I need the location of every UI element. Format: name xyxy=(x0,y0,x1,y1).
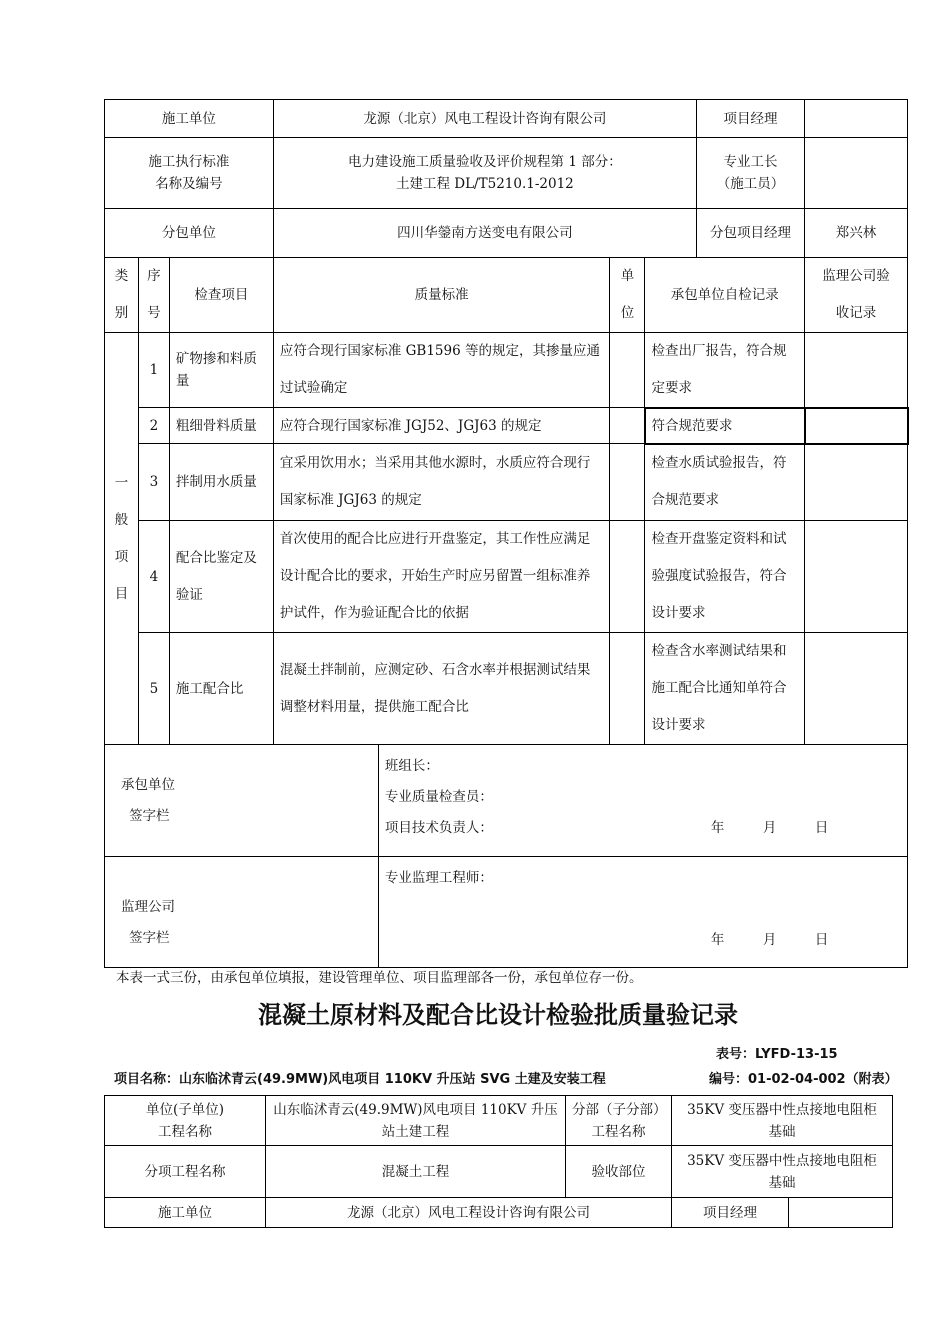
row-supervisor[interactable] xyxy=(805,444,908,521)
sub-manager-value: 郑兴林 xyxy=(805,209,908,258)
header-standard: 质量标准 xyxy=(273,258,610,333)
row-self-check: 符合规范要求 xyxy=(645,408,805,444)
standard-label-line1: 施工执行标准 xyxy=(148,154,230,170)
header-category xyxy=(105,258,139,333)
unit-project-value-2: 站土建工程 xyxy=(381,1123,450,1140)
foreman-label xyxy=(696,138,804,209)
quality-inspector-line: 专业质量检查员： xyxy=(384,789,493,805)
header-category-1: 类 xyxy=(114,268,129,284)
row-item: 矿物掺和料质量 xyxy=(169,333,273,408)
division-label-1: 分部（子分部） xyxy=(572,1101,667,1118)
project-manager-label: 项目经理 xyxy=(696,100,804,138)
row-unit[interactable] xyxy=(610,633,645,745)
builder-manager-value[interactable] xyxy=(789,1198,893,1228)
category-char-1: 一 xyxy=(114,474,129,491)
header-seq-2: 号 xyxy=(147,305,161,321)
builder-label: 施工单位 xyxy=(105,1198,266,1228)
header-supervisor-2: 收记录 xyxy=(835,305,877,321)
row-self-check: 检查水质试验报告，符合规范要求 xyxy=(645,444,805,521)
row-item: 配合比鉴定及验证 xyxy=(169,521,273,633)
project-name: 项目名称：山东临沭青云(49.9MW)风电项目 110KV 升压站 SVG 土建及安装工程 xyxy=(114,1072,606,1087)
header-unit-1: 单 xyxy=(620,268,635,284)
row-no: 3 xyxy=(138,444,169,521)
form-number: 表号：LYFD-13-15 xyxy=(716,1047,838,1062)
row-self-check: 检查开盘鉴定资料和试验强度试验报告，符合设计要求 xyxy=(645,521,805,633)
code-number: 编号：01-02-04-002（附表） xyxy=(709,1072,898,1087)
supervisor-sign-label-2: 签字栏 xyxy=(129,930,170,946)
tech-lead-line: 项目技术负责人： xyxy=(384,820,493,836)
foreman-value[interactable] xyxy=(805,138,908,209)
form-title: 混凝土原材料及配合比设计检验批质量验记录 xyxy=(258,1001,738,1029)
date-year: 年 xyxy=(710,932,725,948)
standard-value-line2: 土建工程 DL/T5210.1-2012 xyxy=(395,176,574,192)
row-item: 拌制用水质量 xyxy=(169,444,273,521)
unit-project-value-1: 山东临沭青云(49.9MW)风电项目 110KV 升压 xyxy=(273,1101,558,1118)
standard-label-line2: 名称及编号 xyxy=(155,176,223,192)
standard-value xyxy=(273,138,696,209)
row-unit[interactable] xyxy=(610,333,645,408)
contractor-sign-label-2: 签字栏 xyxy=(129,807,170,824)
tech-lead-row xyxy=(385,813,901,844)
row-standard: 应符合现行国家标准 GB1596 等的规定，其掺量应通过试验确定 xyxy=(273,333,610,408)
row-standard: 首次使用的配合比应进行开盘鉴定，其工作性应满足设计配合比的要求，开始生产时应另留置一组标准养护试件，作为验证配合比的依据 xyxy=(273,521,610,633)
sub-item-label: 分项工程名称 xyxy=(105,1146,266,1198)
date-day: 日 xyxy=(814,932,829,948)
supervisor-date-row xyxy=(385,925,901,956)
row-item: 粗细骨料质量 xyxy=(169,408,273,444)
inspection-record-table xyxy=(104,99,908,968)
acceptance-part-value-1: 35KV 变压器中性点接地电阻柜 xyxy=(687,1152,877,1169)
foreman-label-line1: 专业工长 xyxy=(723,154,778,170)
division-value-1: 35KV 变压器中性点接地电阻柜 xyxy=(687,1101,877,1118)
acceptance-part-label: 验收部位 xyxy=(566,1146,672,1198)
date-month: 月 xyxy=(762,932,777,948)
row-no: 1 xyxy=(138,333,169,408)
row-no: 2 xyxy=(138,408,169,444)
standard-label xyxy=(105,138,274,209)
project-info-table xyxy=(104,1095,893,1228)
supervisor-sign-area[interactable] xyxy=(378,857,907,968)
project-manager-value[interactable] xyxy=(805,100,908,138)
sub-item-value: 混凝土工程 xyxy=(266,1146,566,1198)
supervisor-sign-label xyxy=(105,857,379,968)
construction-unit-value: 龙源（北京）风电工程设计咨询有限公司 xyxy=(273,100,696,138)
row-supervisor[interactable] xyxy=(805,408,908,444)
header-seq-1: 序 xyxy=(147,268,161,284)
supervisor-sign-label-1: 监理公司 xyxy=(121,899,175,915)
division-label xyxy=(566,1096,672,1146)
division-label-2: 工程名称 xyxy=(591,1123,646,1140)
row-unit[interactable] xyxy=(610,444,645,521)
row-standard: 混凝土拌制前，应测定砂、石含水率并根据测试结果调整材料用量，提供施工配合比 xyxy=(273,633,610,745)
row-supervisor[interactable] xyxy=(805,521,908,633)
category-char-2: 般 xyxy=(114,511,129,528)
contractor-sign-label-1: 承包单位 xyxy=(121,776,175,793)
unit-project-label-1: 单位(子单位) xyxy=(145,1101,225,1118)
construction-unit-label: 施工单位 xyxy=(105,100,274,138)
row-no: 4 xyxy=(138,521,169,633)
unit-project-label-2: 工程名称 xyxy=(158,1123,212,1140)
date-month: 月 xyxy=(762,820,777,836)
header-supervisor xyxy=(805,258,908,333)
unit-project-label xyxy=(105,1096,266,1146)
row-self-check: 检查含水率测试结果和施工配合比通知单符合设计要求 xyxy=(645,633,805,745)
category-char-3: 项 xyxy=(114,548,129,565)
distribution-note: 本表一式三份，由承包单位填报，建设管理单位、项目监理部各一份，承包单位存一份。 xyxy=(116,970,643,986)
row-self-check: 检查出厂报告，符合规定要求 xyxy=(645,333,805,408)
builder-manager-label: 项目经理 xyxy=(672,1198,789,1228)
date-year: 年 xyxy=(710,820,725,836)
row-standard: 应符合现行国家标准 JGJ52、JGJ63 的规定 xyxy=(273,408,610,444)
row-unit[interactable] xyxy=(610,408,645,444)
header-unit xyxy=(610,258,645,333)
row-supervisor[interactable] xyxy=(805,333,908,408)
header-category-2: 别 xyxy=(114,305,129,321)
row-item: 施工配合比 xyxy=(169,633,273,745)
contractor-sign-area[interactable] xyxy=(378,745,907,857)
subcontractor-value: 四川华鎣南方送变电有限公司 xyxy=(273,209,696,258)
acceptance-part-value xyxy=(672,1146,893,1198)
standard-value-line1: 电力建设施工质量验收及评价规程第 1 部分： xyxy=(348,154,622,170)
date-day: 日 xyxy=(814,820,829,836)
team-leader-line: 班组长： xyxy=(384,758,439,774)
unit-project-value xyxy=(266,1096,566,1146)
row-no: 5 xyxy=(138,633,169,745)
row-unit[interactable] xyxy=(610,521,645,633)
header-seq xyxy=(138,258,169,333)
category-general xyxy=(105,333,139,745)
header-supervisor-1: 监理公司验 xyxy=(822,268,890,284)
header-self-check: 承包单位自检记录 xyxy=(645,258,805,333)
division-value xyxy=(672,1096,893,1146)
header-unit-2: 位 xyxy=(620,305,635,321)
acceptance-part-value-2: 基础 xyxy=(768,1174,796,1191)
division-value-2: 基础 xyxy=(768,1123,796,1140)
row-standard: 宜采用饮用水；当采用其他水源时，水质应符合现行国家标准 JGJ63 的规定 xyxy=(273,444,610,521)
sub-manager-label: 分包项目经理 xyxy=(696,209,804,258)
supervising-engineer-line: 专业监理工程师： xyxy=(384,870,493,886)
contractor-sign-label xyxy=(105,745,379,857)
header-item: 检查项目 xyxy=(169,258,273,333)
category-char-4: 目 xyxy=(114,585,129,602)
foreman-label-line2: （施工员） xyxy=(716,176,785,192)
builder-value: 龙源（北京）风电工程设计咨询有限公司 xyxy=(266,1198,672,1228)
subcontractor-label: 分包单位 xyxy=(105,209,274,258)
row-supervisor[interactable] xyxy=(805,633,908,745)
